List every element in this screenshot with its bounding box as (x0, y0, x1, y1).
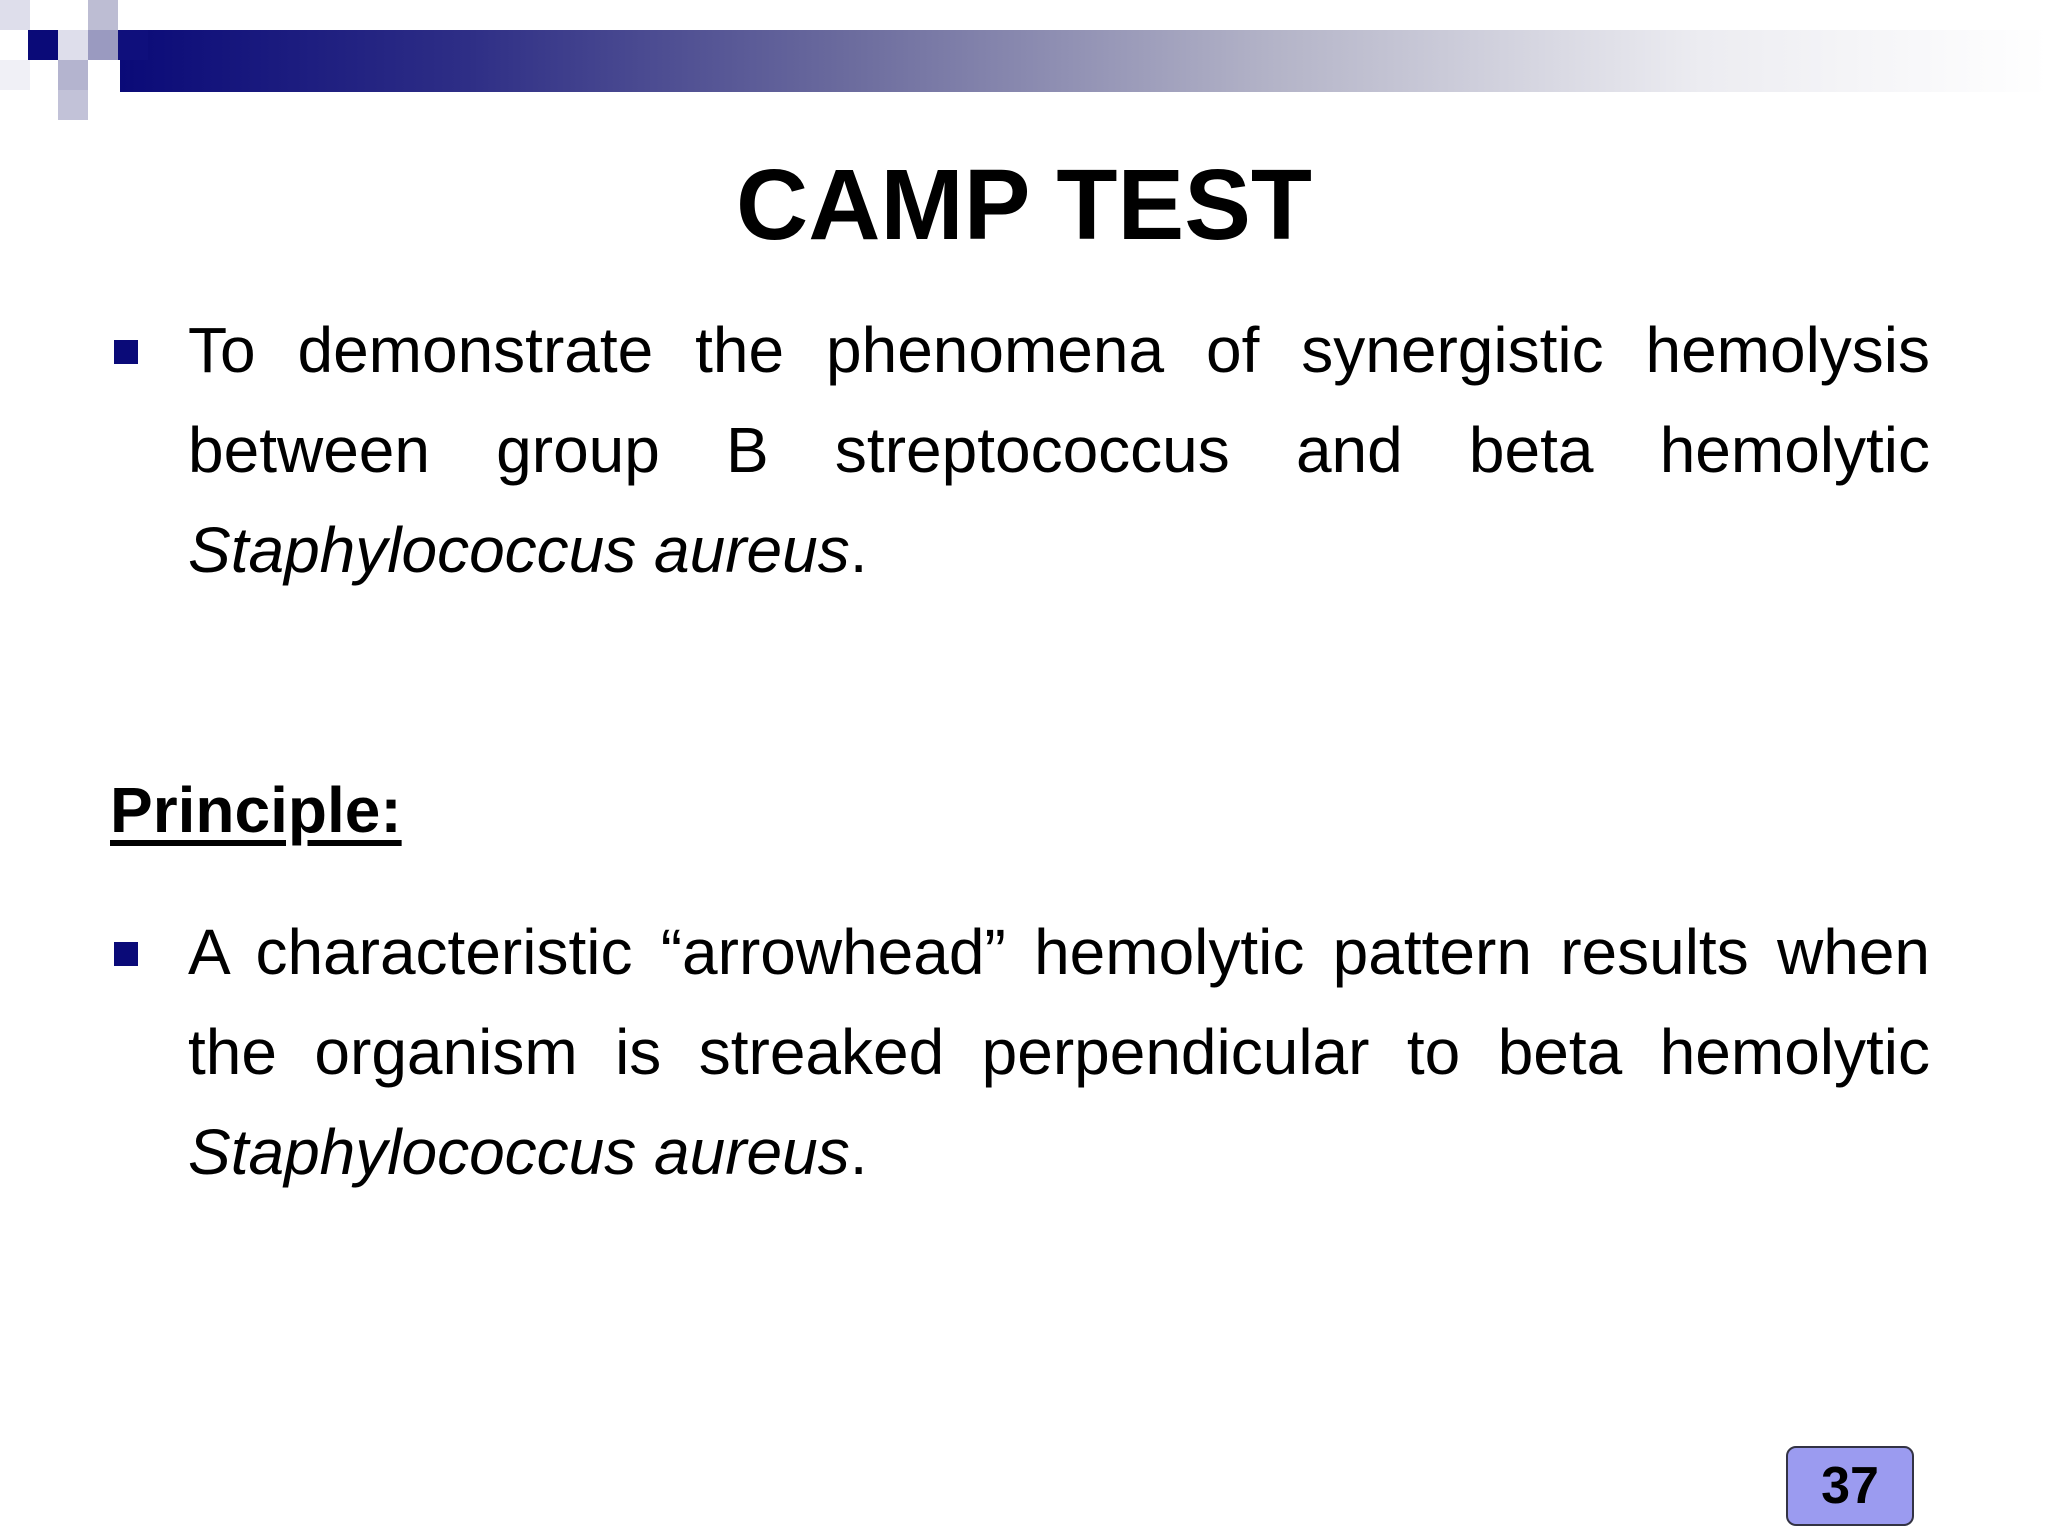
page-number-badge: 37 (1786, 1446, 1914, 1526)
decor-square (0, 60, 30, 90)
bullet-text-end: . (849, 1116, 868, 1188)
decor-square (58, 60, 88, 90)
bullet-text (188, 902, 1930, 1202)
bullet-text-main: To demonstrate the phenomena of synergistic hemolysis between group B streptococcus and beta hemolytic (188, 314, 1930, 486)
decor-square (58, 90, 88, 120)
slide-title: CAMP TEST (736, 149, 1312, 261)
principle-heading: Principle: (110, 774, 402, 846)
decor-square (58, 30, 88, 60)
bullet-text-species: Staphylococcus aureus (188, 1116, 850, 1188)
bullet-text-main: A characteristic “arrowhead” hemolytic pattern results when the organism is streaked perpendicular to beta hemolytic (188, 916, 1930, 1088)
bullet-text (188, 300, 1930, 600)
decor-square (0, 0, 30, 30)
square-bullet-icon (114, 942, 138, 966)
decor-square (88, 0, 118, 30)
decor-square (88, 30, 118, 60)
decor-square (28, 30, 58, 60)
header-gradient-band (120, 30, 2048, 92)
decor-square (118, 30, 148, 60)
square-bullet-icon (114, 340, 138, 364)
bullet-text-species: Staphylococcus aureus (188, 514, 850, 586)
bullet-text-end: . (849, 514, 868, 586)
